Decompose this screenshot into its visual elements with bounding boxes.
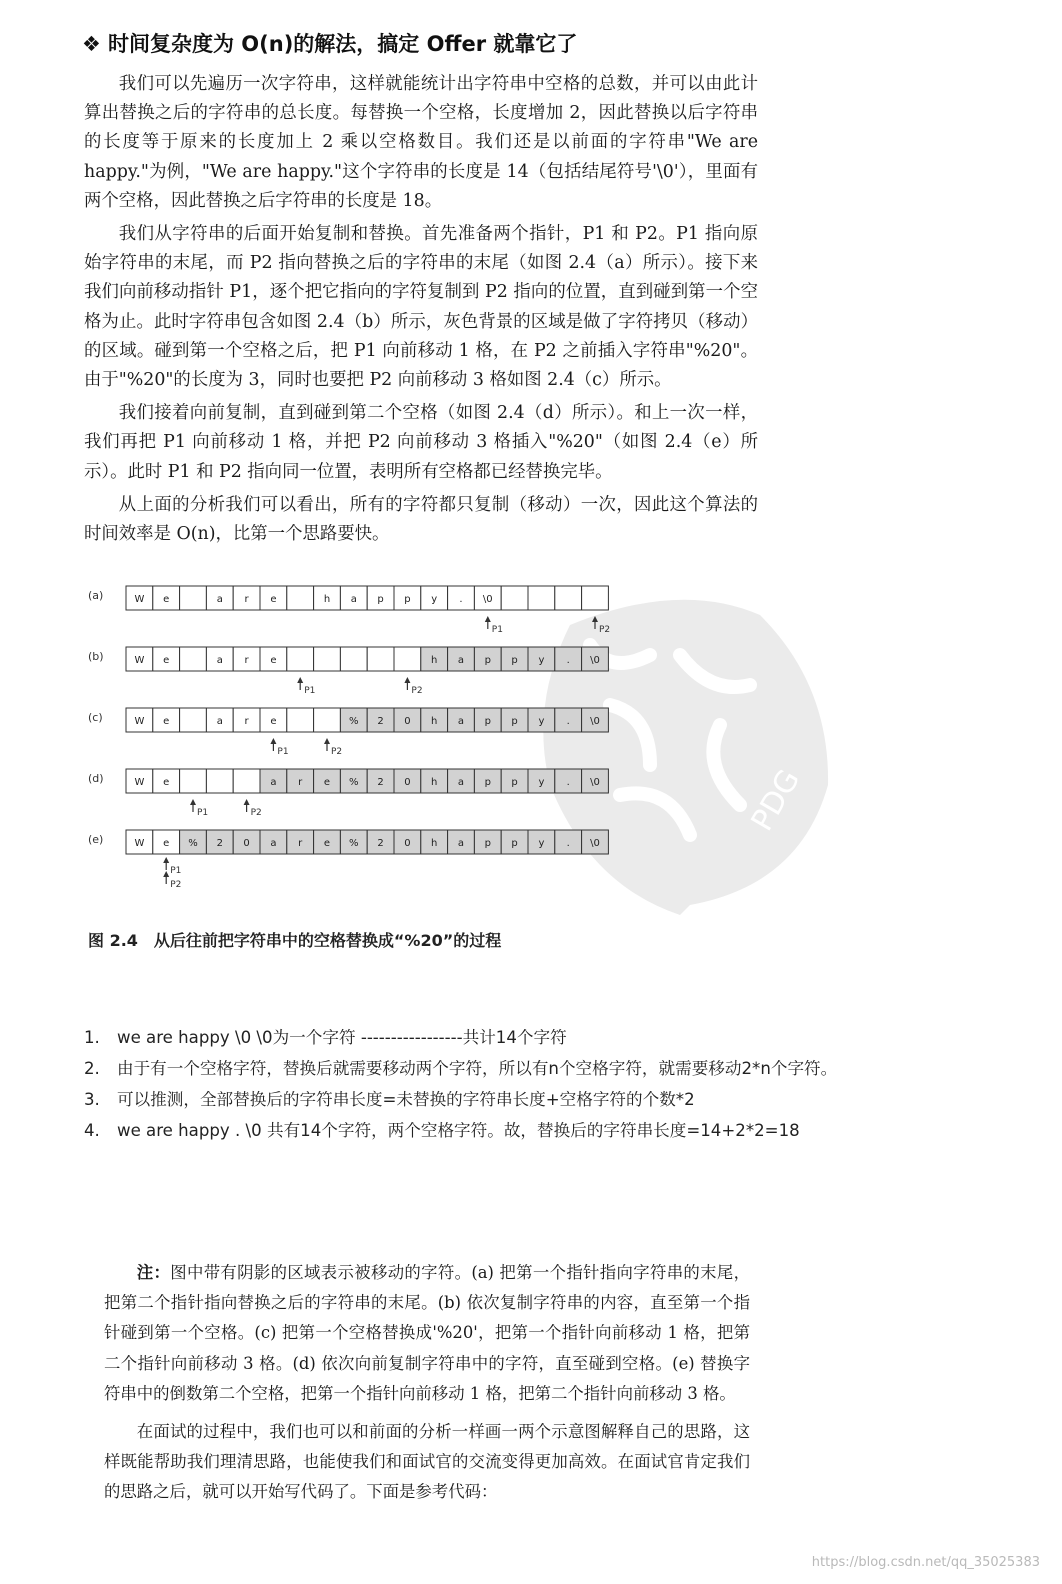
char-cell bbox=[528, 586, 555, 610]
char-label: % bbox=[349, 777, 359, 788]
char-label: % bbox=[349, 838, 359, 849]
char-label: p bbox=[511, 838, 518, 849]
char-cell bbox=[287, 708, 314, 732]
list-item bbox=[84, 1022, 884, 1053]
char-label: p bbox=[511, 655, 518, 666]
note-block bbox=[104, 1258, 750, 1508]
char-label: p bbox=[484, 838, 491, 849]
char-label: y bbox=[538, 655, 545, 666]
row-label: (e) bbox=[88, 833, 104, 846]
interview-paragraph: 在面试的过程中，我们也可以和前面的分析一样画一两个示意图解释自己的思路，这样既能帮助我们理清思路，也能使我们和面试官的交流变得更加高效。在面试官肯定我们的思路之后，就可以开始写代码了。下面是参考代码： bbox=[104, 1422, 750, 1502]
char-label: e bbox=[163, 716, 170, 727]
row-label: (a) bbox=[88, 589, 104, 602]
book-paragraph: 我们可以先遍历一次字符串，这样就能统计出字符串中空格的总数，并可以由此计算出替换之后的字符串的总长度。每替换一个空格，长度增加 2，因此替换以后字符串的长度等于原来的长度加上 2 乘以空格数目。我们还是以前面的字符串"We are happy."为例，"We are happy."这个字符串的长度是 14（包括结尾符号'\0'），里面有两个空格，因此替换之后字符串的长度是 18。 bbox=[84, 74, 758, 211]
note-label: 注： bbox=[136, 1263, 171, 1282]
char-label: . bbox=[459, 594, 463, 605]
char-cell bbox=[582, 586, 609, 610]
pointer-label: P2 bbox=[411, 686, 423, 696]
char-cell bbox=[287, 647, 314, 671]
book-text bbox=[84, 70, 758, 549]
row-label: (b) bbox=[88, 650, 104, 663]
char-cell bbox=[555, 586, 582, 610]
char-label: W bbox=[134, 655, 145, 666]
char-label: 0 bbox=[404, 716, 411, 727]
list-text: we are happy \0 \0为一个字符 -----------------共计14个字符 bbox=[117, 1028, 567, 1047]
pointer-p2 bbox=[404, 677, 422, 696]
char-cell bbox=[180, 647, 207, 671]
char-label: % bbox=[349, 716, 359, 727]
char-label: r bbox=[298, 838, 303, 849]
list-number: 3. bbox=[84, 1090, 100, 1109]
char-label: h bbox=[431, 716, 438, 727]
string-replace-figure bbox=[78, 578, 638, 898]
char-cell bbox=[180, 708, 207, 732]
section-heading-text: 时间复杂度为 O(n)的解法，搞定 Offer 就靠它了 bbox=[108, 32, 578, 56]
char-label: h bbox=[431, 838, 438, 849]
section-heading bbox=[82, 28, 782, 58]
char-cell bbox=[340, 647, 367, 671]
char-label: \0 bbox=[590, 655, 600, 666]
char-cell bbox=[314, 708, 341, 732]
pointer-label: P1 bbox=[197, 808, 209, 818]
char-label: e bbox=[163, 594, 170, 605]
char-label: % bbox=[188, 838, 198, 849]
char-label: e bbox=[323, 777, 331, 788]
char-label: a bbox=[457, 716, 465, 727]
char-label: h bbox=[323, 594, 331, 605]
pointer-p1 bbox=[485, 616, 503, 635]
char-label: p bbox=[511, 777, 518, 788]
char-label: a bbox=[216, 716, 223, 727]
pointer-label: P2 bbox=[331, 747, 343, 757]
char-label: e bbox=[163, 838, 170, 849]
char-label: e bbox=[270, 716, 277, 727]
char-label: h bbox=[431, 655, 438, 666]
book-paragraph: 从上面的分析我们可以看出，所有的字符都只复制（移动）一次，因此这个算法的时间效率是 O(n)，比第一个思路要快。 bbox=[84, 494, 758, 545]
char-label: \0 bbox=[590, 777, 600, 788]
char-label: e bbox=[323, 838, 331, 849]
char-label: y bbox=[538, 838, 545, 849]
char-cell bbox=[501, 586, 528, 610]
list-item bbox=[84, 1053, 884, 1084]
note-text: 图中带有阴影的区域表示被移动的字符。(a) 把第一个指针指向字符串的末尾，把第二个指针指向替换之后的字符串的末尾。(b) 依次复制字符串的内容，直至第一个指针碰到第一个空格。(c) 把第一个空格替换成'%20'，把第一个指针向前移动 1 格，把第二个指针向前移动 3 格。(d) 依次向前复制字符串中的字符，直至碰到空格。(e) 替换字符串中的倒数第二个空格，把第一个指针向前移动 1 格，把第二个指针向前移动 3 格。 bbox=[104, 1263, 750, 1403]
pointer-p2 bbox=[592, 616, 610, 635]
char-label: \0 bbox=[590, 716, 600, 727]
char-cell bbox=[394, 647, 421, 671]
char-label: p bbox=[484, 716, 491, 727]
char-label: r bbox=[244, 716, 249, 727]
pointer-label: P2 bbox=[250, 808, 262, 818]
char-label: y bbox=[538, 716, 545, 727]
list-text: we are happy . \0 共有14个字符，两个空格字符。故，替换后的字符串长度=14+2*2=18 bbox=[117, 1121, 800, 1140]
pointer-p2 bbox=[244, 799, 262, 818]
char-label: r bbox=[298, 777, 303, 788]
row-label: (c) bbox=[88, 711, 103, 724]
char-label: r bbox=[244, 655, 249, 666]
char-label: W bbox=[134, 838, 145, 849]
char-label: p bbox=[484, 655, 491, 666]
char-cell bbox=[180, 586, 207, 610]
watermark-text: PDG bbox=[744, 763, 808, 837]
char-cell bbox=[180, 769, 207, 793]
list-item bbox=[84, 1115, 884, 1146]
char-label: y bbox=[431, 594, 438, 605]
notes-list bbox=[84, 1022, 884, 1146]
char-cell bbox=[233, 769, 260, 793]
char-label: p bbox=[377, 594, 384, 605]
char-label: h bbox=[431, 777, 438, 788]
char-label: e bbox=[270, 655, 277, 666]
pointer-p1 bbox=[190, 799, 208, 818]
pointer-label: P2 bbox=[599, 625, 611, 635]
list-text: 由于有一个空格字符，替换后就需要移动两个字符，所以有n个空格字符，就需要移动2*n个字符。 bbox=[117, 1059, 838, 1078]
pointer-label: P1 bbox=[170, 866, 182, 876]
list-number: 2. bbox=[84, 1059, 100, 1078]
char-label: . bbox=[566, 655, 570, 666]
diamond-bullet-icon: ❖ bbox=[82, 32, 101, 56]
char-label: . bbox=[566, 838, 570, 849]
char-label: r bbox=[244, 594, 249, 605]
char-label: a bbox=[350, 594, 357, 605]
char-label: . bbox=[566, 716, 570, 727]
pointer-label: P1 bbox=[304, 686, 316, 696]
book-paragraph: 我们接着向前复制，直到碰到第二个空格（如图 2.4（d）所示）。和上一次一样，我们再把 P1 向前移动 1 格，并把 P2 向前移动 3 格插入"%20"（如图 2.4（e）所示）。此时 P1 和 P2 指向同一位置，表明所有空格都已经替换完毕。 bbox=[84, 403, 758, 482]
list-item bbox=[84, 1084, 884, 1115]
char-label: 0 bbox=[243, 838, 250, 849]
char-label: p bbox=[511, 716, 518, 727]
footer-watermark: https://blog.csdn.net/qq_35025383 bbox=[811, 1555, 1040, 1570]
char-label: 0 bbox=[404, 838, 411, 849]
char-label: a bbox=[270, 777, 277, 788]
char-label: a bbox=[457, 838, 465, 849]
figure-caption: 图 2.4 从后往前把字符串中的空格替换成“%20”的过程 bbox=[88, 931, 502, 950]
char-label: 0 bbox=[404, 777, 411, 788]
char-cell bbox=[206, 769, 233, 793]
char-label: a bbox=[216, 594, 223, 605]
list-text: 可以推测，全部替换后的字符串长度=未替换的字符串长度+空格字符的个数*2 bbox=[117, 1090, 695, 1109]
char-label: 2 bbox=[377, 716, 384, 727]
char-label: p bbox=[404, 594, 411, 605]
char-label: e bbox=[163, 655, 170, 666]
char-label: 2 bbox=[377, 838, 384, 849]
char-label: a bbox=[457, 655, 465, 666]
char-label: . bbox=[566, 777, 570, 788]
row-label: (d) bbox=[88, 772, 104, 785]
char-label: W bbox=[134, 777, 145, 788]
note-paragraph bbox=[104, 1258, 750, 1409]
char-label: 2 bbox=[377, 777, 384, 788]
pointer-label: P1 bbox=[491, 625, 503, 635]
char-label: a bbox=[270, 838, 277, 849]
char-label: p bbox=[484, 777, 491, 788]
list-number: 4. bbox=[84, 1121, 100, 1140]
char-cell bbox=[367, 647, 394, 671]
pointer-p1 bbox=[270, 738, 288, 757]
char-label: W bbox=[134, 594, 145, 605]
char-cell bbox=[287, 586, 314, 610]
char-label: e bbox=[270, 594, 277, 605]
list-number: 1. bbox=[84, 1028, 100, 1047]
char-cell bbox=[314, 647, 341, 671]
char-label: W bbox=[134, 716, 145, 727]
char-label: \0 bbox=[590, 838, 600, 849]
char-label: a bbox=[457, 777, 465, 788]
char-label: y bbox=[538, 777, 545, 788]
pointer-label: P1 bbox=[277, 747, 289, 757]
pointer-p2 bbox=[324, 738, 342, 757]
pointer-p1 bbox=[297, 677, 315, 696]
char-label: 2 bbox=[216, 838, 223, 849]
pointer-label: P2 bbox=[170, 880, 182, 890]
char-label: e bbox=[163, 777, 170, 788]
book-paragraph: 我们从字符串的后面开始复制和替换。首先准备两个指针，P1 和 P2。P1 指向原始字符串的末尾，而 P2 指向替换之后的字符串的末尾（如图 2.4（a）所示）。接下来我们向前移动指针 P1，逐个把它指向的字符复制到 P2 指向的位置，直到碰到第一个空格为止。此时字符串包含如图 2.4（b）所示，灰色背景的区域是做了字符拷贝（移动）的区域。碰到第一个空格之后，把 P1 向前移动 1 格，在 P2 之前插入字符串"%20"。由于"%20"的长度为 3，同时也要把 P2 向前移动 3 格如图 2.4（c）所示。 bbox=[84, 224, 758, 391]
char-label: \0 bbox=[482, 594, 493, 605]
char-label: a bbox=[216, 655, 223, 666]
